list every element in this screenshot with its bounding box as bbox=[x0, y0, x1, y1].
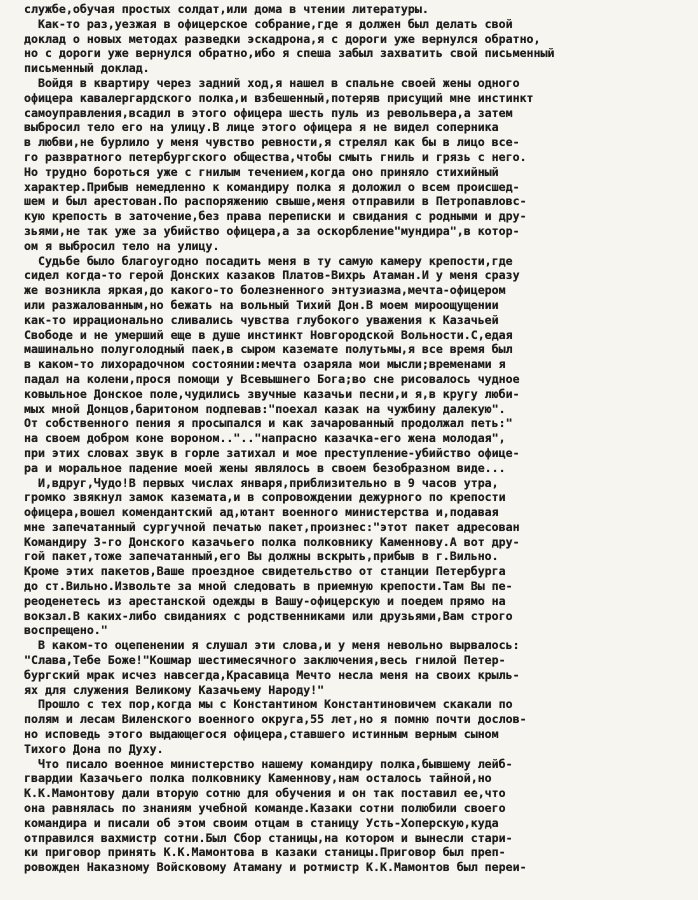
text-line: офицера кавалергардского полка,и взбешенный,потеряв присущий мне инстинкт bbox=[24, 90, 534, 105]
text-line: шем и был арестован.По распоряжению свыше,меня отправили в Петропавловс- bbox=[24, 194, 527, 209]
text-line: в любви,не бурлило у меня чувство ревности,я стрелял как бы в лицо все- bbox=[24, 135, 520, 150]
text-line: доклад о новых методах разведки эскадрона,я с дороги уже вернулся обратно, bbox=[24, 31, 541, 46]
text-line: Кроме этих пакетов,Ваше проездное свидетельство от станции Петербурга bbox=[24, 564, 506, 579]
text-line: выбросил тело его на улицу.В лице этого офицера я не видел соперника bbox=[24, 120, 499, 135]
text-line: при этих словах звук в горле затихал и мое преступление-убийство офице- bbox=[24, 445, 520, 460]
text-line: Войдя в квартиру через задний ход,я нашел в спальне своей жены одного bbox=[24, 75, 520, 90]
text-line: го развратного петербургского общества,чтобы смыть гниль и грязь с него. bbox=[24, 149, 527, 164]
text-line: или разжалованным,но бежать на вольный Тихий Дон.В моем мироощущении bbox=[24, 297, 499, 312]
text-line: но исповедь этого выдающегося офицера,ставшего истинным верным сыном bbox=[24, 727, 499, 742]
text-line: реоденетесь из арестанской одежды в Вашу-офицерскую и поедем прямо на bbox=[24, 593, 506, 608]
text-line: ра и моральное падение моей жены являлось в своем безобразном виде... bbox=[24, 460, 506, 475]
text-line: Что писало военное министерство нашему командиру полка,бывшему лейб- bbox=[24, 756, 513, 771]
text-line: самоуправления,всадил в этого офицера шесть пуль из револьвера,а затем bbox=[24, 105, 513, 120]
text-line: гой пакет,тоже запечатанный,его Вы должны вскрыть,прибыв в г.Вильно. bbox=[24, 549, 499, 564]
text-line: Тихого Дона по Духу. bbox=[24, 741, 164, 756]
text-line: пиcьменный доклад. bbox=[24, 61, 150, 76]
text-line: вокзал.В каких-либо свиданиях с родственниками или друзьями,Вам строго bbox=[24, 608, 513, 623]
text-line: ом я выбросил тело на улицу. bbox=[24, 238, 220, 253]
text-line: офицера,вошел комендантский ад,ютант военного министерства и,подавая bbox=[24, 505, 499, 520]
text-line: громко звякнул замок каземата,и в сопровождении дежурного по крепости bbox=[24, 490, 506, 505]
text-line: воспрещено." bbox=[24, 623, 108, 638]
text-line: же возникла яркая,до какого-то болезненного энтузиазма,мечта-офицером bbox=[24, 283, 506, 298]
text-line: полям и лесам Виленского военного округа,55 лет,но я помню почти дослов- bbox=[24, 712, 527, 727]
text-line: но с дороги уже вернулся обратно,ибо я спеша забыл захватить свой письменный bbox=[24, 46, 555, 61]
text-line: Прошло с тех пор,когда мы с Константином Константиновичем скакали по bbox=[24, 697, 513, 712]
text-line: кую крепость в заточение,без права переписки и свидания с родными и дру- bbox=[24, 209, 527, 224]
text-line: сидел когда-то герой Донских казаков Платов-Вихрь Атаман.И у меня сразу bbox=[24, 268, 520, 283]
text-line: мых мной Донцов,баритоном подпевав:"поехал казак на чужбину далекую". bbox=[24, 401, 506, 416]
text-line: Но трудно бороться уже с гнилым течением,когда оно приняло стихийный bbox=[24, 164, 499, 179]
text-line: на своем добром коне вороном..".."напрасно казачка-его жена молодая", bbox=[24, 431, 506, 446]
text-line: ки приговор принять К.К.Мамонтова в казаки станицы.Приговор был преп- bbox=[24, 845, 506, 860]
text-line: Свободе и не умерший еще в душе инстинкт Новгородской Вольности.С,едая bbox=[24, 327, 513, 342]
text-line: И,вдруг,Чудо!В первых числах января,приблизительно в 9 часов утра, bbox=[24, 475, 499, 490]
text-line: мне запечатанный сургучной печатью пакет,произнес:"этот пакет адресован bbox=[24, 519, 520, 534]
text-line: командира и писали об этом своим отцам в станицу Усть-Хоперскую,куда bbox=[24, 815, 499, 830]
text-line: как-то иррационально сливались чувства глубокого уважения к Казачьей bbox=[24, 312, 499, 327]
text-line: бургский мрак исчез навсегда,Красавица Мечто несла меня на своих крыль- bbox=[24, 667, 520, 682]
text-line: "Слава,Тебе Боже!"Кошмар шестимесячного заключения,весь гнилой Петер- bbox=[24, 653, 506, 668]
text-line: К.К.Мамонтову дали вторую сотню для обучения и он так поставил ее,что bbox=[24, 786, 506, 801]
text-line: службе,обучая простых солдат,или дома в чтении литературы. bbox=[24, 2, 429, 16]
text-line: в каком-то лихорадочном состоянии:мечта озаряла мои мысли;временами я bbox=[24, 357, 506, 372]
text-line: Командиру 3-го Донского казачьего полка полковнику Каменнову.А вот дру- bbox=[24, 534, 520, 549]
text-line: От собственного пения я просыпался и как зачарованный продолжал петь:" bbox=[24, 416, 513, 431]
text-line: характер.Прибыв немедленно к командиру полка я доложил о всем происшед- bbox=[24, 179, 520, 194]
page-text bbox=[24, 2, 686, 875]
text-line: Судьбе было благоугодно посадить меня в ту самую камеру крепости,где bbox=[24, 253, 513, 268]
text-line: отправился вахмистр сотни.Был Сбор станицы,на котором и вынесли стари- bbox=[24, 830, 513, 845]
text-line: ях для служения Великому Казачьему Народу!" bbox=[24, 682, 325, 697]
text-line: Как-то раз,уезжая в офицерское собрание,где я должен был делать свой bbox=[24, 16, 513, 31]
text-line: она равнялась по знаниям учебной команде.Казаки сотни полюбили своего bbox=[24, 801, 506, 816]
text-line: падал на колени,прося помощи у Всевышнего Бога;во сне рисовалось чудное bbox=[24, 371, 520, 386]
text-line: до ст.Вильно.Извольте за мной следовать в приемную крепости.Там Вы пе- bbox=[24, 579, 513, 594]
text-line: ковыльное Донское поле,чудились звучные казачьи песни,и я,в кругу люби- bbox=[24, 386, 520, 401]
text-line: машинально полуголодный паек,в сыром каземате полутьмы,я все время был bbox=[24, 342, 513, 357]
text-line: гвардии Казачьего полка полковнику Каменнову,нам осталось тайной,но bbox=[24, 771, 492, 786]
text-line: зьями,не так уже за убийство офицера,а за оскорбление"мундира",в котор- bbox=[24, 223, 520, 238]
text-line: ровожден Наказному Войсковому Атаману и ротмистр К.К.Мамонтов был переи- bbox=[24, 860, 527, 875]
text-line: В каком-то оцепенении я слушал эти слова,и у меня невольно вырвалось: bbox=[24, 638, 520, 653]
